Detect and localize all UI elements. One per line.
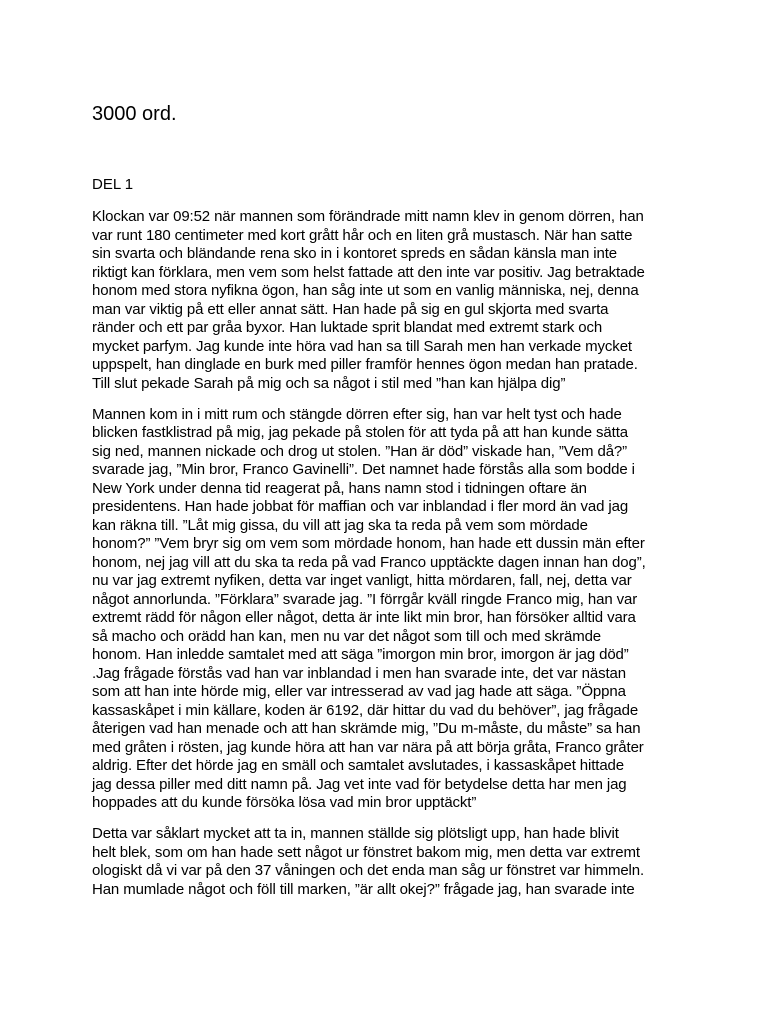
section-heading: DEL 1 xyxy=(92,176,134,193)
paragraph-3 xyxy=(92,825,678,899)
text-line: honom, nej jag vill att du ska ta reda på vad Franco upptäckte dagen innan han dog”, xyxy=(92,553,646,571)
text-line: honom. Han inledde samtalet med att säga ”imorgon min bror, imorgon är jag död” xyxy=(92,646,629,663)
text-line: nu var jag extremt nyfiken, detta var inget vanligt, hitta mördaren, fall, nej, detta var xyxy=(92,572,632,589)
text-line: sig ned, mannen nickade och drog ut stolen. ”Han är död” viskade han, ”Vem då?” xyxy=(92,442,628,460)
body-text xyxy=(92,208,678,912)
document-title: 3000 ord. xyxy=(92,103,177,125)
text-line: blicken fastklistrad på mig, jag pekade på stolen för att tyda på att han kunde sätta xyxy=(92,424,628,441)
paragraph-2 xyxy=(92,406,678,813)
text-line: sin svarta och bländande rena sko in i kontoret spreds en sådan känsla man inte xyxy=(92,245,618,262)
text-line: med gråten i rösten, jag kunde höra att han var nära på att börja gråta, Franco gråter xyxy=(92,738,644,756)
text-line: riktigt kan förklara, men vem som helst fattade att den inte var positiv. Jag betraktade xyxy=(92,263,645,281)
text-line: ologiskt då vi var på den 37 våningen och det enda man såg ur fönstret var himmeln. xyxy=(92,862,645,879)
text-line: Han mumlade något och föll till marken, ”är allt okej?” frågade jag, han svarade inte xyxy=(92,880,635,898)
text-line: Mannen kom in i mitt rum och stängde dörren efter sig, han var helt tyst och hade xyxy=(92,405,622,423)
text-line: svarade jag, ”Min bror, Franco Gavinelli”. Det namnet hade förstås alla som bodde i xyxy=(92,461,635,478)
text-line: jag dessa piller med ditt namn på. Jag vet inte vad för betydelse detta har men jag xyxy=(92,775,627,793)
text-line: som att han inte hörde mig, eller var intresserad av vad jag hade att säga. ”Öppna xyxy=(92,683,626,700)
text-line: New York under denna tid reagerat på, hans namn stod i tidningen oftare än xyxy=(92,479,587,497)
text-line: Till slut pekade Sarah på mig och sa något i stil med ”han kan hjälpa dig” xyxy=(92,374,566,392)
paragraph-1 xyxy=(92,208,678,393)
text-line: mycket parfym. Jag kunde inte höra vad han sa till Sarah men han verkade mycket xyxy=(92,337,632,355)
text-line: .Jag frågade förstås vad han var inblandad i men han svarade inte, det var nästan xyxy=(92,664,626,682)
text-line: man var viktig på ett eller annat sätt. Han hade på sig en gul skjorta med svarta xyxy=(92,300,609,318)
text-line: honom?” ”Vem bryr sig om vem som mördade honom, han hade ett dussin män efter xyxy=(92,535,645,552)
text-line: helt blek, som om han hade sett något ur fönstret bakom mig, men detta var extremt xyxy=(92,843,640,861)
text-line: hoppades att du kunde försöka lösa vad min bror upptäckt” xyxy=(92,794,477,811)
text-line: kassaskåpet i min källare, koden är 6192, där hittar du vad du behöver”, jag frågade xyxy=(92,701,639,719)
text-line: uppspelt, han dinglade en burk med piller framför hennes ögon medan han pratade. xyxy=(92,356,638,373)
text-line: återigen vad han menade och att han skrämde mig, ”Du m-måste, du måste” sa han xyxy=(92,720,641,737)
text-line: var runt 180 centimeter med kort grått hår och en liten grå mustasch. När han satte xyxy=(92,226,633,244)
text-line: så macho och orädd han kan, men nu var det något som till och med skrämde xyxy=(92,627,602,645)
text-line: kan räkna till. ”Låt mig gissa, du vill att jag ska ta reda på vem som mördade xyxy=(92,516,588,534)
text-line: Detta var såklart mycket att ta in, mannen ställde sig plötsligt upp, han hade blivit xyxy=(92,825,619,842)
text-line: honom med stora nyfikna ögon, han såg inte ut som en vanlig människa, nej, denna xyxy=(92,282,639,299)
text-line: ränder och ett par gråa byxor. Han luktade sprit blandat med extremt stark och xyxy=(92,319,603,336)
text-line: aldrig. Efter det hörde jag en smäll och samtalet avslutades, i kassaskåpet hittade xyxy=(92,757,625,774)
text-line: något annorlunda. ”Förklara” svarade jag. ”I förrgår kväll ringde Franco mig, han var xyxy=(92,590,638,608)
text-line: presidentens. Han hade jobbat för maffian och var inblandad i fler mord än vad jag xyxy=(92,498,629,515)
text-line: Klockan var 09:52 när mannen som förändrade mitt namn klev in genom dörren, han xyxy=(92,208,644,225)
text-line: extremt rädd för någon eller något, detta är inte likt min bror, han försöker alltid vara xyxy=(92,609,636,626)
